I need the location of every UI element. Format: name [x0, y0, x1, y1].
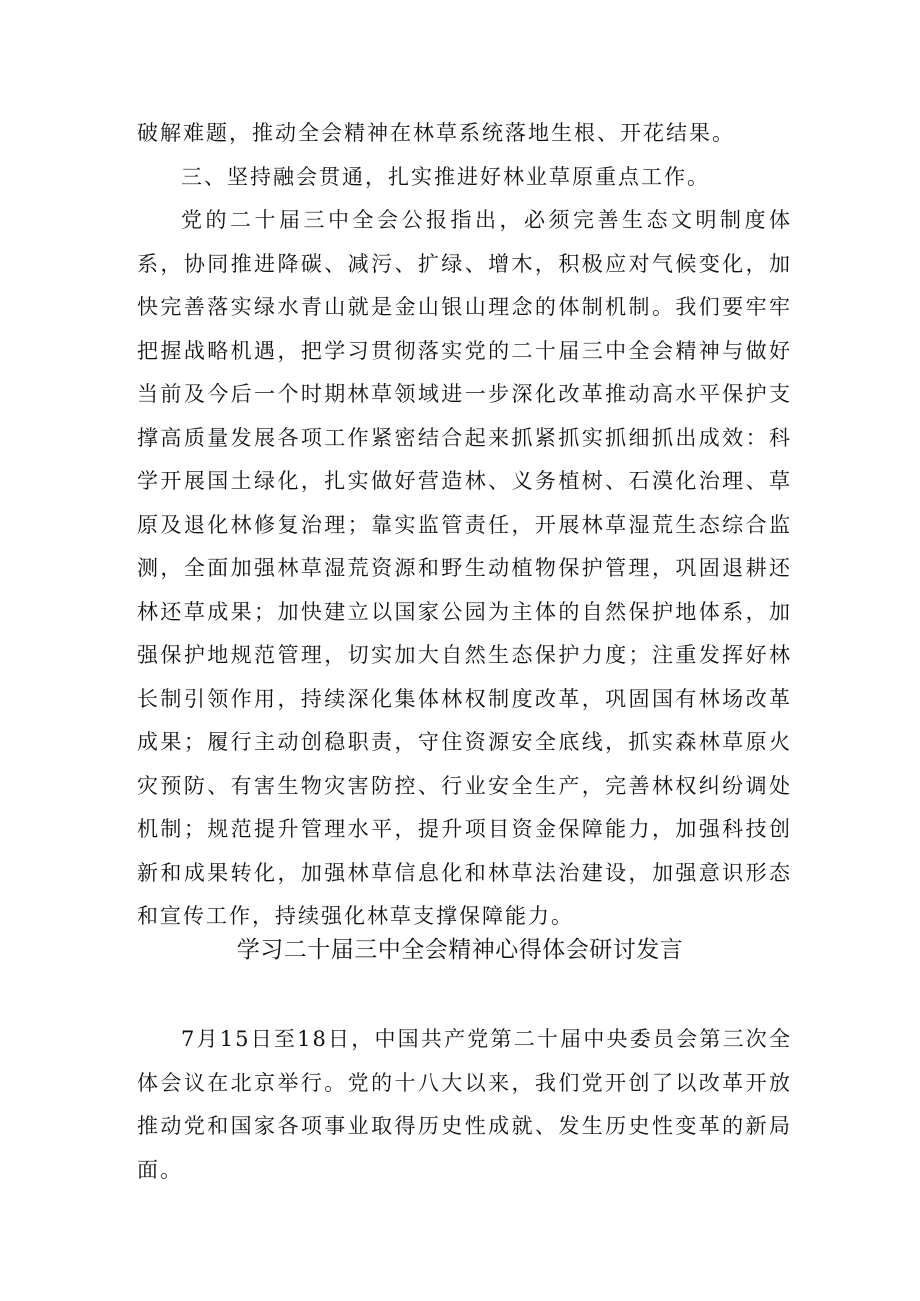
article-title: 学习二十届三中全会精神心得体会研讨发言: [236, 937, 684, 963]
continuation-paragraph: 破解难题，推动全会精神在林草系统落地生根、开花结果。: [137, 121, 735, 145]
section-heading: 三、坚持融会贯通，扎实推进好林业草原重点工作。: [181, 164, 710, 189]
previous-article-text: [137, 112, 792, 939]
new-article-text: [137, 1018, 792, 1192]
intro-paragraph: 7月15日至18日，中国共产党第二十届中央委员会第三次全体会议在北京举行。党的十八大以来，我们党开创了以改革开放推动党和国家各项事业取得历史性成就、发生历史性变革的新局面。: [137, 1027, 792, 1182]
section-body-paragraph: 党的二十届三中全会公报指出，必须完善生态文明制度体系，协同推进降碳、减污、扩绿、增木，积极应对气候变化，加快完善落实绿水青山就是金山银山理念的体制机制。我们要牢牢把握战略机遇，把学习贯彻落实党的二十届三中全会精神与做好当前及今后一个时期林草领域进一步深化改革推动高水平保护支撑高质量发展各项工作紧密结合起来抓紧抓实抓细抓出成效：科学开展国土绿化，扎实做好营造林、义务植树、石漠化治理、草原及退化林修复治理；靠实监管责任，开展林草湿荒生态综合监测，全面加强林草湿荒资源和野生动植物保护管理，巩固退耕还林还草成果；加快建立以国家公园为主体的自然保护地体系，加强保护地规范管理，切实加大自然生态保护力度；注重发挥好林长制引领作用，持续深化集体林权制度改革，巩固国有林场改革成果；履行主动创稳职责，守住资源安全底线，抓实森林草原火灾预防、有害生物灾害防控、行业安全生产，完善林权纠纷调处机制；规范提升管理水平，提升项目资金保障能力，加强科技创新和成果转化，加强林草信息化和林草法治建设，加强意识形态和宣传工作，持续强化林草支撑保障能力。: [137, 208, 792, 928]
